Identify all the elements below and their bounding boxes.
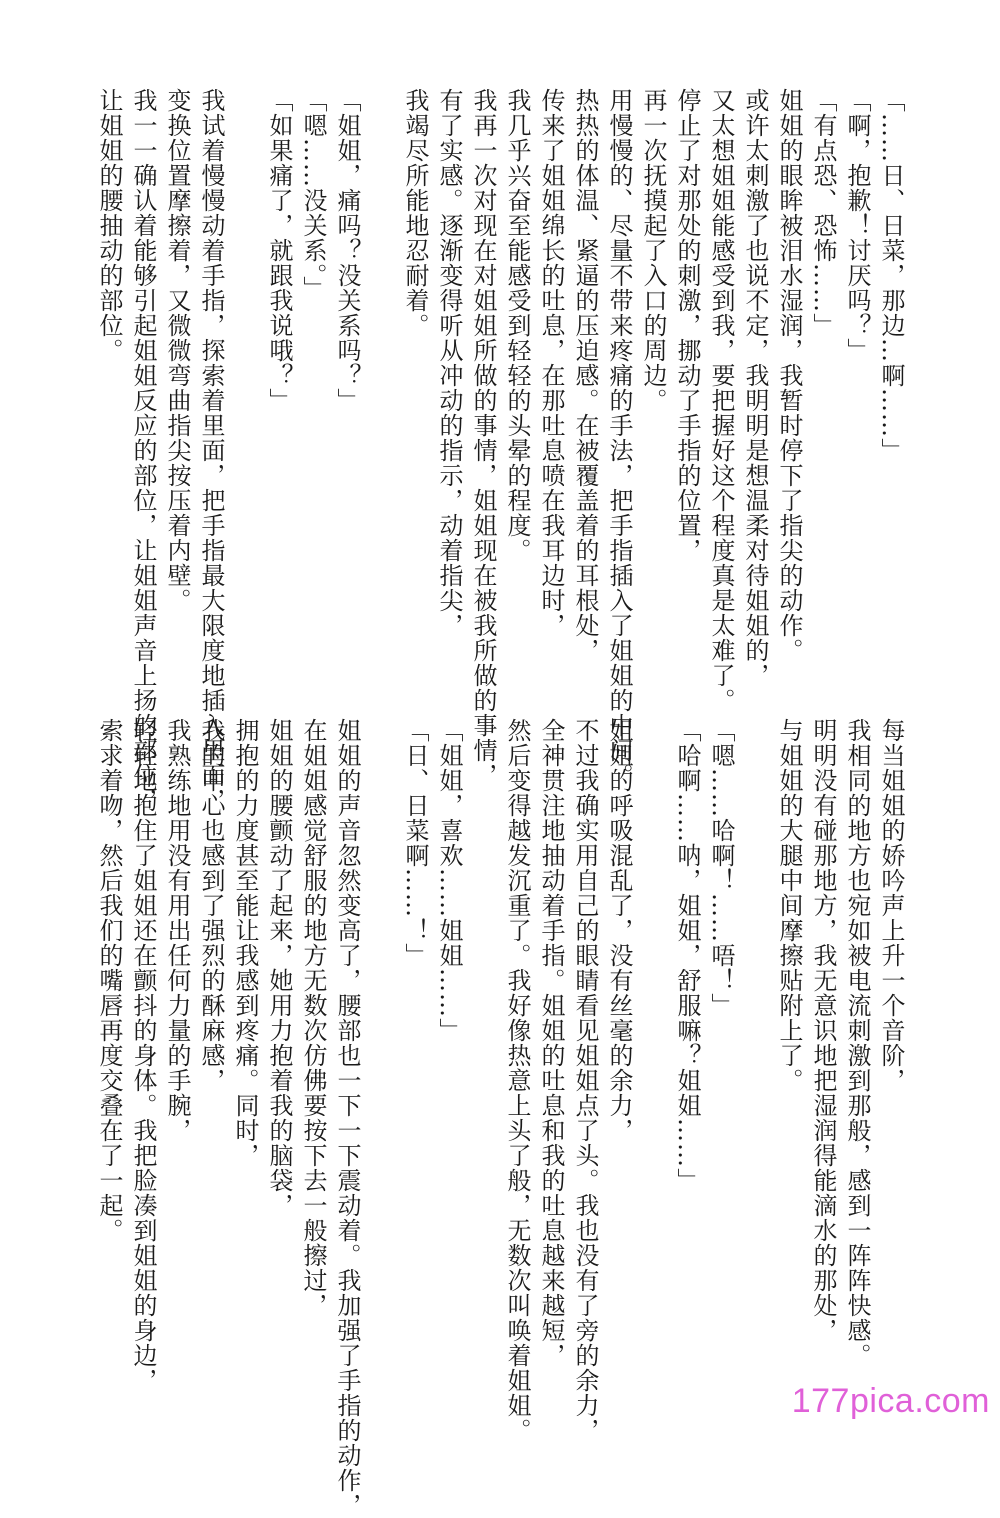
text-line: 我试着慢慢动着手指，探索着里面，把手指最大限度地插入里面， (197, 88, 225, 813)
text-line: 我相同的地方也宛如被电流刺激到那般，感到一阵阵快感。 (843, 718, 871, 1368)
text-line: 「嗯……哈啊！……唔！」 (707, 718, 735, 1018)
text-line: 再一次抚摸起了入口的周边。 (639, 88, 667, 413)
text-line: 「……日、日菜，那边…啊……」 (877, 88, 905, 463)
text-line: 或许太刺激了也说不定，我明明是想温柔对待姐姐的， (741, 88, 769, 688)
text-line: 我竭尽所能地忍耐着。 (401, 88, 429, 338)
text-line: 又太想姐姐能感受到我，要把握好这个程度真是太难了。 (707, 88, 735, 713)
text-line: 全神贯注地抽动着手指。姐姐的吐息和我的吐息越来越短， (537, 718, 565, 1368)
text-block-top (92, 88, 908, 813)
text-line: 让姐姐的腰抽动的部位。 (95, 88, 123, 363)
text-line: 变换位置摩擦着，又微微弯曲指尖按压着内壁。 (163, 88, 191, 613)
text-line: 姐姐的呼吸混乱了，没有丝毫的余力， (605, 718, 633, 1143)
text-line: 姐姐的腰颤动了起来，她用力抱着我的脑袋， (265, 718, 293, 1218)
text-line: 传来了姐姐绵长的吐息，在那吐息喷在我耳边时， (537, 88, 565, 638)
text-line: 我几乎兴奋至能感受到轻轻的头晕的程度。 (503, 88, 531, 563)
text-line: 我再一次对现在对姐姐所做的事情，姐姐现在被我所做的事情， (469, 88, 497, 788)
text-line: 轻轻地抱住了姐姐还在颤抖的身体。我把脸凑到姐姐的身边， (129, 718, 157, 1393)
text-line: 每当姐姐的娇吟声上升一个音阶， (877, 718, 905, 1093)
text-line: 索求着吻，然后我们的嘴唇再度交叠在了一起。 (95, 718, 123, 1243)
text-line: 「姐姐，喜欢……姐姐……」 (435, 718, 463, 1043)
text-line: 热热的体温、紧逼的压迫感。在被覆盖着的耳根处， (571, 88, 599, 663)
text-line: 用慢慢的、尽量不带来疼痛的手法，把手指插入了姐姐的中间。 (605, 88, 633, 788)
text-line: 姐姐的声音忽然变高了，腰部也一下一下震动着。我加强了手指的动作， (333, 718, 361, 1518)
text-line: 「日、日菜啊……！」 (401, 718, 429, 968)
text-line: 「姐姐，痛吗？没关系吗？」 (333, 88, 361, 413)
text-line: 然后变得越发沉重了。我好像热意上头了般，无数次叫唤着姐姐。 (503, 718, 531, 1443)
text-line: 姐姐的眼眸被泪水湿润，我暂时停下了指尖的动作。 (775, 88, 803, 663)
text-line: 明明没有碰那地方，我无意识地把湿润得能滴水的那处， (809, 718, 837, 1343)
text-line: 我一一确认着能够引起姐姐反应的部位，让姐姐声音上扬的部位， (129, 88, 157, 813)
text-line: 在姐姐感觉舒服的地方无数次仿佛要按下去一般擦过， (299, 718, 327, 1318)
text-line: 拥抱的力度甚至能让我感到疼痛。同时， (231, 718, 259, 1168)
text-line: 「如果痛了，就跟我说哦？」 (265, 88, 293, 413)
site-watermark: 177pica.com (791, 1382, 990, 1420)
text-line: 与姐姐的大腿中间摩擦贴附上了。 (775, 718, 803, 1093)
text-line: 我熟练地用没有用出任何力量的手腕， (163, 718, 191, 1143)
text-line: 「有点恐、恐怖……」 (809, 88, 837, 338)
text-line: 不过我确实用自己的眼睛看见姐姐点了头。我也没有了旁的余力， (571, 718, 599, 1443)
text-line: 有了实感。逐渐变得听从冲动的指示，动着指尖， (435, 88, 463, 638)
text-line: 「嗯……没关系。」 (299, 88, 327, 301)
text-line: 我的中心也感到了强烈的酥麻感， (197, 718, 225, 1093)
text-line: 「哈啊……呐，姐姐，舒服嘛？姐姐……」 (673, 718, 701, 1193)
text-line: 「啊，抱歉！讨厌吗？」 (843, 88, 871, 363)
text-line: 停止了对那处的刺激，挪动了手指的位置， (673, 88, 701, 563)
